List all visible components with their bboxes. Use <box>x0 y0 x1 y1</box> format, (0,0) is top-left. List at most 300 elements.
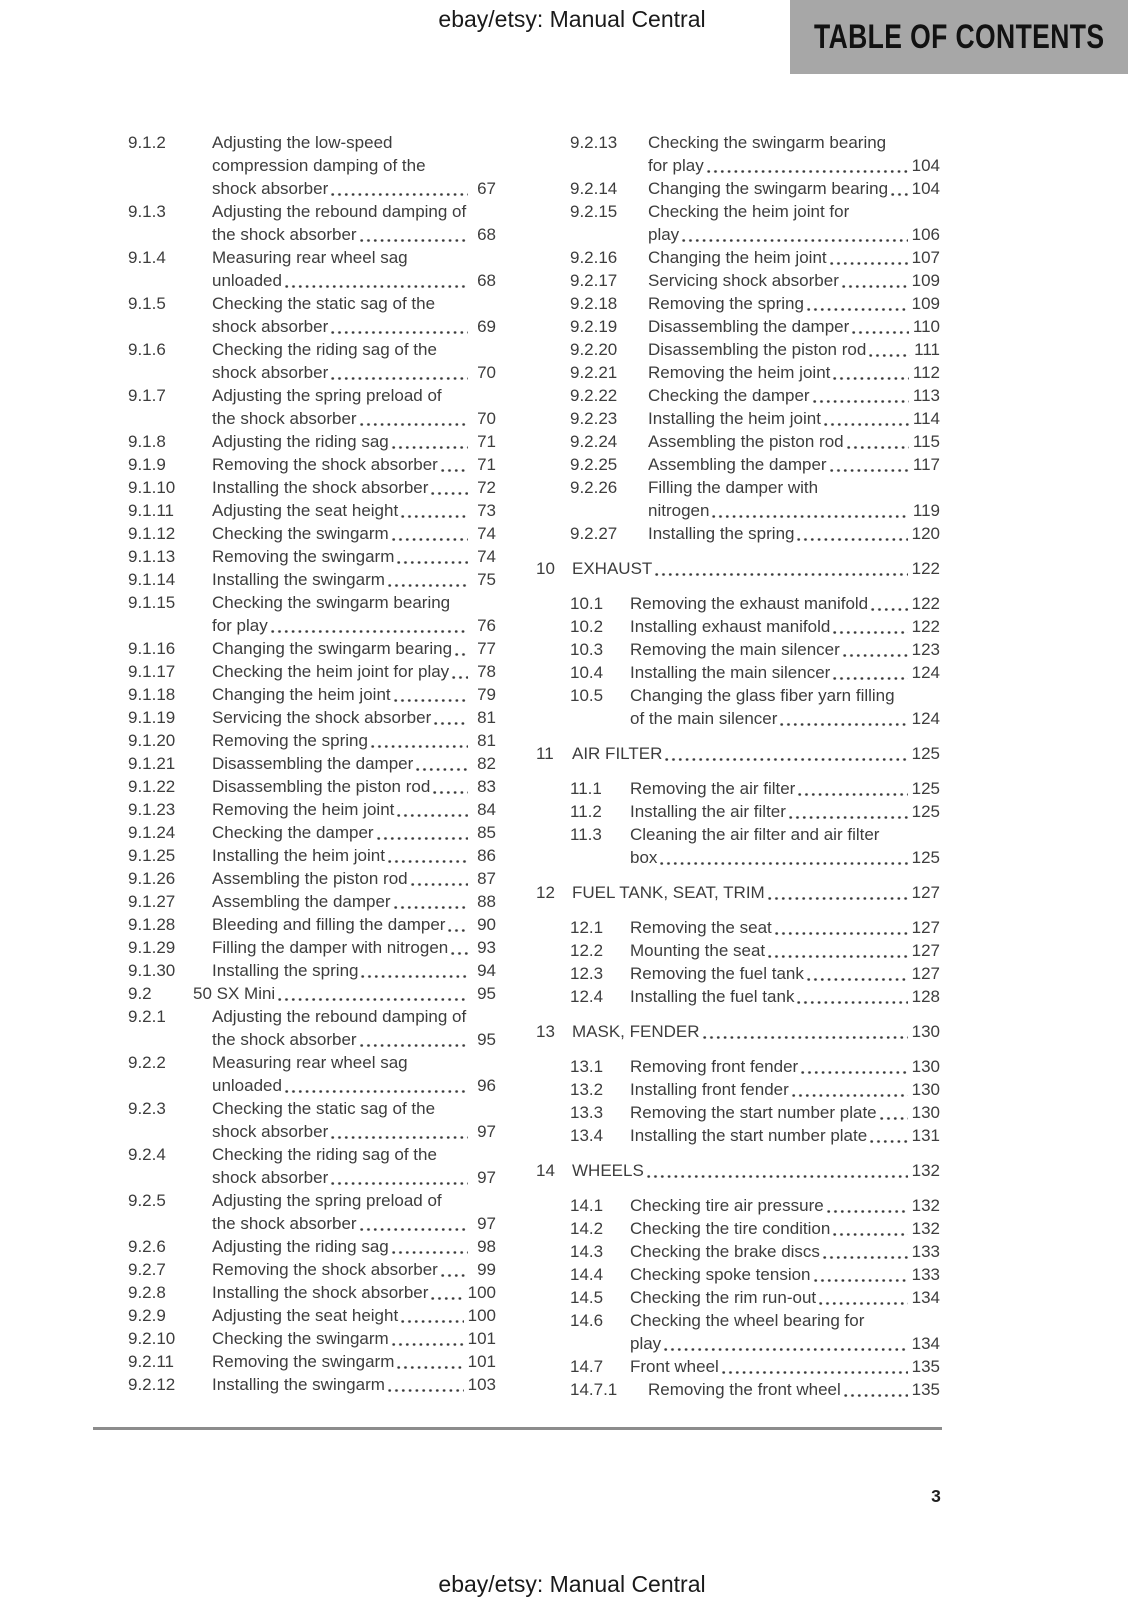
toc-entry <box>128 752 496 775</box>
dot-leader <box>827 246 912 269</box>
toc-entry-page: 125 <box>911 848 940 867</box>
dot-leader <box>839 269 912 292</box>
toc-entry-page: 87 <box>477 869 496 888</box>
toc-entry-last-line <box>212 1281 496 1304</box>
toc-entry-title-line: Adjusting the rebound damping of <box>212 202 467 221</box>
toc-entry-page: 113 <box>912 386 940 405</box>
toc-entry-number: 9.1.9 <box>128 455 166 474</box>
toc-entry <box>536 200 940 246</box>
toc-entry-number: 9.2.3 <box>128 1099 166 1118</box>
toc-entry-last-line <box>212 1120 496 1143</box>
toc-entry-last-line <box>630 1194 940 1217</box>
toc-entry-title: Checking tire air pressure <box>630 1196 824 1215</box>
toc-entry-last-line <box>212 798 496 821</box>
toc-entry <box>536 315 940 338</box>
toc-entry-title: unloaded <box>212 1076 282 1095</box>
toc-entry-page: 71 <box>477 432 496 451</box>
toc-entry <box>536 742 940 765</box>
toc-entry-number: 11 <box>536 744 554 763</box>
toc-entry-page: 103 <box>467 1375 496 1394</box>
toc-entry-body <box>630 1263 940 1286</box>
toc-entry-last-line <box>630 1240 940 1263</box>
toc-entry-title: Mounting the seat <box>630 941 766 960</box>
toc-entry-page: 114 <box>912 409 940 428</box>
dot-leader <box>394 1350 467 1373</box>
dot-leader <box>841 1378 912 1401</box>
toc-entry <box>536 638 940 661</box>
toc-entry <box>128 338 496 384</box>
dot-leader <box>830 1217 911 1240</box>
toc-entry-last-line <box>212 775 496 798</box>
dot-leader <box>389 1327 468 1350</box>
dot-leader <box>431 706 472 729</box>
toc-entry-number: 9.2.1 <box>128 1007 166 1026</box>
toc-entry-last-line <box>572 557 940 580</box>
toc-entry-last-line <box>212 1304 496 1327</box>
toc-entry-title: Installing the spring <box>212 961 359 980</box>
toc-entry-body <box>212 959 496 982</box>
toc-entry-body <box>630 985 940 1008</box>
toc-entry-body <box>648 384 940 407</box>
toc-entry-body <box>212 1350 496 1373</box>
toc-entry-number: 10.5 <box>570 686 604 705</box>
toc-entry <box>536 823 940 869</box>
toc-entry-last-line <box>212 476 496 499</box>
toc-entry-number: 9.1.30 <box>128 961 176 980</box>
toc-entry-title: Assembling the piston rod <box>648 432 844 451</box>
toc-entry <box>536 1240 940 1263</box>
toc-entry-number: 9.2.13 <box>570 133 618 152</box>
toc-entry-title: Installing the fuel tank <box>630 987 795 1006</box>
toc-entry-number: 9.2.18 <box>570 294 618 313</box>
toc-entry <box>128 499 496 522</box>
toc-entry-title: for play <box>212 616 268 635</box>
toc-entry <box>128 959 496 982</box>
toc-entry-title: Assembling the damper <box>212 892 391 911</box>
toc-entry-number: 14.3 <box>570 1242 604 1261</box>
toc-entry <box>128 292 496 338</box>
toc-entry-last-line <box>212 1327 496 1350</box>
toc-entry-last-line <box>630 1124 940 1147</box>
toc-entry-title-line: Changing the glass fiber yarn filling <box>630 686 895 705</box>
toc-entry-last-line <box>212 706 496 729</box>
toc-entry-title: Adjusting the seat height <box>212 1306 399 1325</box>
toc-entry-number: 9.2.19 <box>570 317 618 336</box>
toc-entry-last-line <box>648 522 940 545</box>
toc-entry-number: 9.1.21 <box>128 754 176 773</box>
toc-entry <box>128 683 496 706</box>
toc-entry-body <box>212 1005 496 1051</box>
toc-entry-page: 90 <box>477 915 496 934</box>
toc-entry-title: the shock absorber <box>212 225 357 244</box>
toc-entry-number: 9.1.15 <box>128 593 176 612</box>
toc-entry <box>128 131 496 200</box>
toc-entry-page: 101 <box>467 1352 496 1371</box>
dot-leader <box>662 742 911 765</box>
toc-entry <box>128 637 496 660</box>
toc-entry <box>128 1189 496 1235</box>
toc-entry-page: 76 <box>477 616 496 635</box>
toc-entry-page: 107 <box>911 248 940 267</box>
toc-entry-last-line <box>648 384 940 407</box>
toc-entry <box>536 246 940 269</box>
toc-entry-number: 14.1 <box>570 1196 604 1215</box>
toc-entry <box>128 1373 496 1396</box>
toc-entry-title-line: Checking the swingarm bearing <box>212 593 451 612</box>
toc-entry-page: 72 <box>477 478 496 497</box>
toc-entry-body <box>212 1281 496 1304</box>
toc-banner <box>790 0 1128 74</box>
toc-entry-last-line <box>648 1378 940 1401</box>
toc-entry <box>536 1217 940 1240</box>
toc-entry-last-line <box>212 913 496 936</box>
toc-entry-title: Servicing the shock absorber <box>212 708 432 727</box>
toc-entry-number: 9.2.10 <box>128 1329 176 1348</box>
toc-entry-body <box>648 292 940 315</box>
toc-entry-page: 81 <box>477 708 496 727</box>
toc-entry-title: shock absorber <box>212 363 329 382</box>
toc-entry-number: 9.1.24 <box>128 823 176 842</box>
dot-leader <box>448 936 472 959</box>
toc-entry-title: shock absorber <box>212 179 329 198</box>
dot-leader <box>398 1304 467 1327</box>
toc-entry-page: 117 <box>912 455 940 474</box>
toc-entry-number: 14.4 <box>570 1265 604 1284</box>
toc-entry <box>536 338 940 361</box>
dot-leader <box>652 557 911 580</box>
toc-entry-title: Removing the shock absorber <box>212 455 438 474</box>
toc-entry-body <box>630 939 940 962</box>
toc-entry-page: 73 <box>477 501 496 520</box>
toc-entry-body <box>212 775 496 798</box>
toc-entry-last-line <box>648 154 940 177</box>
dot-leader <box>844 430 913 453</box>
toc-entry-page: 122 <box>911 617 940 636</box>
toc-entry-number: 9.1.2 <box>128 133 166 152</box>
toc-entry-number: 9.2.9 <box>128 1306 166 1325</box>
dot-leader <box>357 223 472 246</box>
toc-entry-number: 10.4 <box>570 663 604 682</box>
toc-entry-body <box>212 1258 496 1281</box>
toc-entry-title: Removing front fender <box>630 1057 799 1076</box>
toc-entry-number: 9.1.5 <box>128 294 166 313</box>
toc-entry-last-line <box>212 568 496 591</box>
toc-entry-title: Removing the main silencer <box>630 640 840 659</box>
toc-entry-last-line <box>212 959 496 982</box>
toc-entry-title: Installing the start number plate <box>630 1126 868 1145</box>
toc-entry-last-line <box>212 1074 496 1097</box>
toc-entry-last-line <box>630 1355 940 1378</box>
toc-entry-title: Removing the spring <box>648 294 804 313</box>
toc-entry-last-line <box>212 177 496 200</box>
dot-leader <box>824 1194 912 1217</box>
toc-entry-title: Checking the brake discs <box>630 1242 820 1261</box>
toc-entry-page: 68 <box>477 225 496 244</box>
toc-entry-number: 10.1 <box>570 594 604 613</box>
toc-entry-last-line <box>572 881 940 904</box>
toc-entry <box>128 545 496 568</box>
dot-leader <box>445 913 472 936</box>
toc-entry-page: 112 <box>912 363 940 382</box>
toc-entry-page: 134 <box>911 1334 940 1353</box>
toc-entry-title: MASK, FENDER <box>572 1022 700 1041</box>
toc-entry <box>128 591 496 637</box>
toc-entry-last-line <box>630 1078 940 1101</box>
toc-entry-body <box>648 131 940 177</box>
toc-entry-page: 123 <box>911 640 940 659</box>
toc-entry <box>128 775 496 798</box>
toc-entry-last-line <box>630 939 940 962</box>
toc-entry-last-line <box>572 742 940 765</box>
toc-entry-title: Removing the heim joint <box>212 800 395 819</box>
toc-entry-number: 9.2.5 <box>128 1191 166 1210</box>
toc-entry-last-line <box>630 1263 940 1286</box>
dot-leader <box>374 821 472 844</box>
toc-entry-number: 13 <box>536 1022 555 1041</box>
toc-entry-page: 125 <box>911 744 940 763</box>
toc-entry-body <box>212 752 496 775</box>
footer-watermark: ebay/etsy: Manual Central <box>438 1571 706 1597</box>
dot-leader <box>827 453 913 476</box>
toc-entry-last-line <box>212 1212 496 1235</box>
toc-entry-number: 9.1.17 <box>128 662 176 681</box>
toc-entry-body <box>212 1143 496 1189</box>
toc-entry-number: 9.2.17 <box>570 271 618 290</box>
toc-entry-last-line <box>630 846 940 869</box>
toc-entry-page: 68 <box>477 271 496 290</box>
dot-leader <box>389 522 472 545</box>
toc-entry-last-line <box>212 683 496 706</box>
toc-entry-body <box>572 557 940 580</box>
toc-entry-body <box>212 591 496 637</box>
toc-entry-last-line <box>648 315 940 338</box>
toc-entry-body <box>648 269 940 292</box>
toc-entry-title: Removing the start number plate <box>630 1103 877 1122</box>
toc-entry-page: 83 <box>477 777 496 796</box>
toc-entry-body <box>212 453 496 476</box>
toc-entry-page: 128 <box>911 987 940 1006</box>
toc-entry-body <box>648 476 940 522</box>
toc-entry-body <box>212 522 496 545</box>
dot-leader <box>385 568 472 591</box>
dot-leader <box>389 430 472 453</box>
toc-entry-body <box>212 729 496 752</box>
toc-entry-body <box>212 637 496 660</box>
toc-entry-number: 9.2.23 <box>570 409 618 428</box>
toc-entry-body <box>630 1124 940 1147</box>
toc-entry-page: 130 <box>911 1022 940 1041</box>
toc-entry-title: shock absorber <box>212 1122 329 1141</box>
toc-entry-body <box>212 936 496 959</box>
toc-entry-title-line: Checking the swingarm bearing <box>648 133 887 152</box>
toc-entry-body <box>212 660 496 683</box>
dot-leader <box>391 683 472 706</box>
toc-entry <box>536 615 940 638</box>
toc-entry <box>128 1281 496 1304</box>
toc-entry-number: 14.7.1 <box>570 1380 618 1399</box>
toc-entry-last-line <box>212 821 496 844</box>
toc-entry-page: 127 <box>911 964 940 983</box>
toc-entry-title: box <box>630 848 658 867</box>
toc-entry-title-line: Checking the riding sag of the <box>212 1145 437 1164</box>
toc-entry-title-line: Adjusting the spring preload of <box>212 386 442 405</box>
toc-entry <box>536 684 940 730</box>
toc-entry-body <box>648 200 940 246</box>
toc-entry-body <box>648 522 940 545</box>
toc-entry <box>536 407 940 430</box>
toc-entry-title-line: Filling the damper with <box>648 478 819 497</box>
toc-entry-title: shock absorber <box>212 1168 329 1187</box>
toc-entry-title: Removing the seat <box>630 918 772 937</box>
toc-entry-number: 9.1.7 <box>128 386 166 405</box>
dot-leader <box>428 476 472 499</box>
toc-entry <box>128 1097 496 1143</box>
toc-entry-last-line <box>212 729 496 752</box>
header-watermark: ebay/etsy: Manual Central <box>438 6 706 32</box>
toc-entry-body <box>212 384 496 430</box>
toc-entry-title: Changing the swingarm bearing <box>648 179 889 198</box>
toc-entry-title-line: Checking the static sag of the <box>212 1099 436 1118</box>
toc-entry-body <box>630 1078 940 1101</box>
toc-entry-body <box>630 1240 940 1263</box>
toc-entry-page: 127 <box>911 918 940 937</box>
toc-entry-title: the shock absorber <box>212 409 357 428</box>
toc-entry-last-line <box>630 777 940 800</box>
toc-entry-number: 9.2.7 <box>128 1260 166 1279</box>
toc-entry <box>536 269 940 292</box>
toc-entry-body <box>630 1055 940 1078</box>
dot-leader <box>849 315 913 338</box>
toc-entry-page: 101 <box>467 1329 496 1348</box>
toc-entry-page: 124 <box>911 663 940 682</box>
toc-entry-title: Installing the swingarm <box>212 1375 385 1394</box>
toc-entry-page: 127 <box>911 941 940 960</box>
toc-entry-page: 82 <box>477 754 496 773</box>
toc-entry-number: 9.1.14 <box>128 570 176 589</box>
toc-entry-title: Servicing shock absorber <box>648 271 839 290</box>
dot-leader <box>868 592 911 615</box>
toc-entry-title: Checking the damper <box>212 823 374 842</box>
toc-column-left <box>128 131 496 1396</box>
footer-divider <box>93 1427 942 1430</box>
toc-entry-body <box>630 1309 940 1355</box>
dot-leader <box>830 661 911 684</box>
dot-leader <box>772 916 912 939</box>
toc-entry-body <box>630 592 940 615</box>
toc-entry-page: 109 <box>911 271 940 290</box>
toc-entry-last-line <box>630 800 940 823</box>
toc-entry-number: 9.1.10 <box>128 478 176 497</box>
toc-entry-title: Checking spoke tension <box>630 1265 811 1284</box>
toc-entry-title-line: compression damping of the <box>212 156 426 175</box>
toc-entry <box>536 1286 940 1309</box>
toc-entry-body <box>630 1217 940 1240</box>
dot-leader <box>765 939 911 962</box>
toc-entry-number: 9.1.13 <box>128 547 176 566</box>
toc-entry-last-line <box>212 499 496 522</box>
toc-entry-page: 131 <box>911 1126 940 1145</box>
toc-entry-number: 9.2.16 <box>570 248 618 267</box>
toc-entry <box>536 939 940 962</box>
toc-entry-body <box>648 407 940 430</box>
dot-leader <box>804 962 912 985</box>
dot-leader <box>328 361 472 384</box>
toc-entry <box>536 985 940 1008</box>
toc-entry-title: Installing the heim joint <box>212 846 385 865</box>
toc-entry-page: 95 <box>477 1030 496 1049</box>
toc-entry-number: 12.4 <box>570 987 604 1006</box>
toc-banner-title: TABLE OF CONTENTS <box>813 17 1105 56</box>
toc-entry-body <box>648 246 940 269</box>
toc-entry-number: 11.2 <box>570 802 602 821</box>
toc-entry-page: 109 <box>911 294 940 313</box>
toc-entry-page: 132 <box>911 1161 940 1180</box>
toc-entry-page: 81 <box>477 731 496 750</box>
toc-entry-last-line <box>212 223 496 246</box>
toc-entry-number: 9.2.26 <box>570 478 618 497</box>
toc-entry <box>536 1378 940 1401</box>
toc-entry-title: Removing the front wheel <box>648 1380 841 1399</box>
toc-entry <box>128 1258 496 1281</box>
toc-entry-page: 120 <box>911 524 940 543</box>
toc-entry-body <box>212 200 496 246</box>
dot-leader <box>430 775 472 798</box>
toc-entry-last-line <box>212 269 496 292</box>
toc-entry-last-line <box>648 292 940 315</box>
toc-entry-title: Removing the exhaust manifold <box>630 594 869 613</box>
toc-entry-last-line <box>212 1350 496 1373</box>
dot-leader <box>830 361 913 384</box>
dot-leader <box>704 154 912 177</box>
toc-entry-number: 9.2.2 <box>128 1053 166 1072</box>
toc-entry-page: 132 <box>911 1219 940 1238</box>
toc-entry <box>536 1078 940 1101</box>
toc-entry <box>128 798 496 821</box>
toc-entry-title: Removing the heim joint <box>648 363 831 382</box>
toc-entry <box>536 962 940 985</box>
toc-entry <box>128 936 496 959</box>
toc-entry-title: Installing exhaust manifold <box>630 617 831 636</box>
toc-entry-page: 125 <box>911 802 940 821</box>
toc-entry-number: 11.3 <box>570 825 602 844</box>
dot-leader <box>794 522 911 545</box>
toc-entry-page: 100 <box>467 1283 496 1302</box>
toc-entry-body <box>630 661 940 684</box>
dot-leader <box>657 846 911 869</box>
toc-entry-last-line <box>212 1028 496 1051</box>
toc-entry-number: 9.2.22 <box>570 386 618 405</box>
toc-entry-title: Removing the air filter <box>630 779 796 798</box>
toc-entry-page: 88 <box>477 892 496 911</box>
toc-entry-last-line <box>648 407 940 430</box>
toc-entry-body <box>572 1159 940 1182</box>
toc-entry-page: 135 <box>911 1357 940 1376</box>
toc-entry-page: 124 <box>911 709 940 728</box>
toc-entry-body <box>212 1097 496 1143</box>
toc-entry-title: unloaded <box>212 271 282 290</box>
toc-entry-page: 99 <box>477 1260 496 1279</box>
toc-entry-number: 9.1.25 <box>128 846 176 865</box>
toc-entry-last-line <box>212 315 496 338</box>
toc-entry-title: Adjusting the riding sag <box>212 432 389 451</box>
toc-entry-title: Assembling the damper <box>648 455 827 474</box>
toc-entry-number: 9.1.29 <box>128 938 176 957</box>
toc-entry-body <box>212 1051 496 1097</box>
toc-entry-page: 127 <box>911 883 940 902</box>
toc-entry-title: play <box>630 1334 662 1353</box>
toc-entry-page: 98 <box>477 1237 496 1256</box>
toc-entry-title: Installing the shock absorber <box>212 1283 429 1302</box>
